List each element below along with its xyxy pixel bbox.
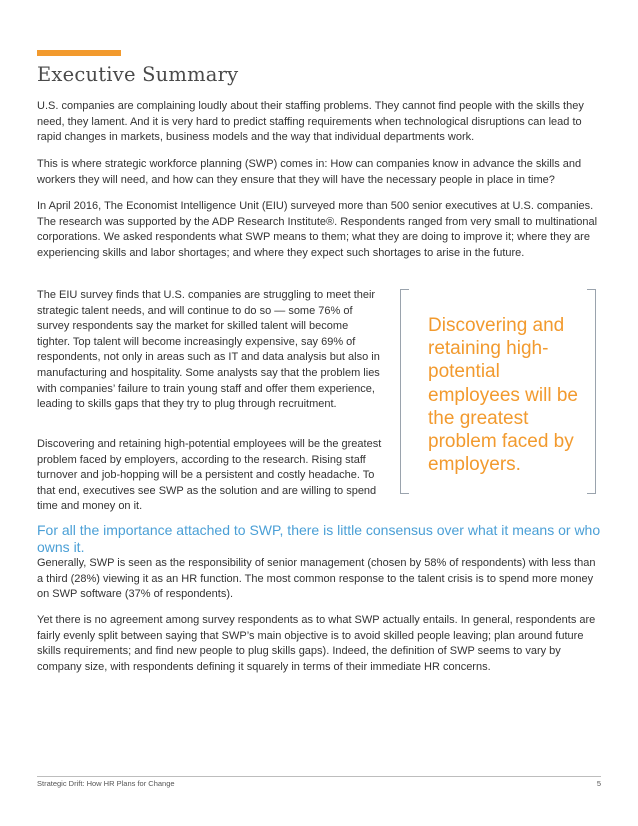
paragraph-intro: U.S. companies are complaining loudly about their staffing problems. They cannot find people with the skills they need, they lament. And it is very hard to predict staffing requirements when technological disruptions can lead to rapid changes in markets, business models and the way that individual departments work. <box>37 100 584 144</box>
accent-bar <box>37 50 121 56</box>
pull-quote <box>400 289 596 494</box>
page-number: 5 <box>596 779 601 788</box>
footer-document-title: Strategic Drift: How HR Plans for Change <box>37 779 175 788</box>
paragraph-retention: Discovering and retaining high-potential employees will be the greatest problem faced by employers, according to the research. Rising staff turnover and job-hopping will be a persistent and costly headache. To that end, executives see SWP as the solution and are willing to spend time and money on it. <box>37 438 382 513</box>
page-title: Executive Summary <box>37 63 239 86</box>
paragraph-survey-method: In April 2016, The Economist Intelligence Unit (EIU) surveyed more than 500 senior executives at U.S. companies. The research was supported by the ADP Research Institute®. Respondents ranged from very small to multinational corporations. We asked respondents what SWP means to them; what they are doing to improve it; where they are experiencing skills and labor shortages; and where they expect such shortages to arise in the future. <box>37 200 598 259</box>
paragraph-swp-definition: This is where strategic workforce planning (SWP) comes in: How can companies know in advance the skills and workers they will need, and how can they ensure that they will have the necessary people in place in time? <box>37 158 582 186</box>
pull-quote-bracket-right <box>587 289 596 494</box>
section-subheading: For all the importance attached to SWP, there is little consensus over what it means or who owns it. <box>37 522 601 555</box>
paragraph-no-agreement: Yet there is no agreement among survey respondents as to what SWP actually entails. In general, respondents are fairly evenly split between saying that SWP’s main objective is to avoid skilled people leaving; plan around future skills requirements; and find new people to plug skills gaps). Indeed, the definition of SWP seems to vary by company size, with respondents defining it squarely in terms of their immediate HR concerns. <box>37 614 596 673</box>
pull-quote-text: Discovering and retaining high-potential employees will be the greatest problem faced by employers. <box>428 315 578 476</box>
pull-quote-bracket-left <box>400 289 409 494</box>
footer-divider <box>37 776 601 777</box>
paragraph-responsibility: Generally, SWP is seen as the responsibility of senior management (chosen by 58% of respondents) with less than a third (28%) viewing it as an HR function. The most common response to the talent crisis is to spend more money on SWP software (37% of respondents). <box>37 557 596 601</box>
paragraph-talent-needs: The EIU survey finds that U.S. companies are struggling to meet their strategic talent needs, and will continue to do so — some 76% of survey respondents say the market for skilled talent will become tighter. Top talent will become increasingly expensive, say 69% of respondents, not only in areas such as IT and data analysis but also in manufacturing and hospitality. Some analysts say that the problem lies with companies’ failure to train young staff and offer them experience, leading to skills gaps that they try to plug through recruitment. <box>37 289 380 411</box>
